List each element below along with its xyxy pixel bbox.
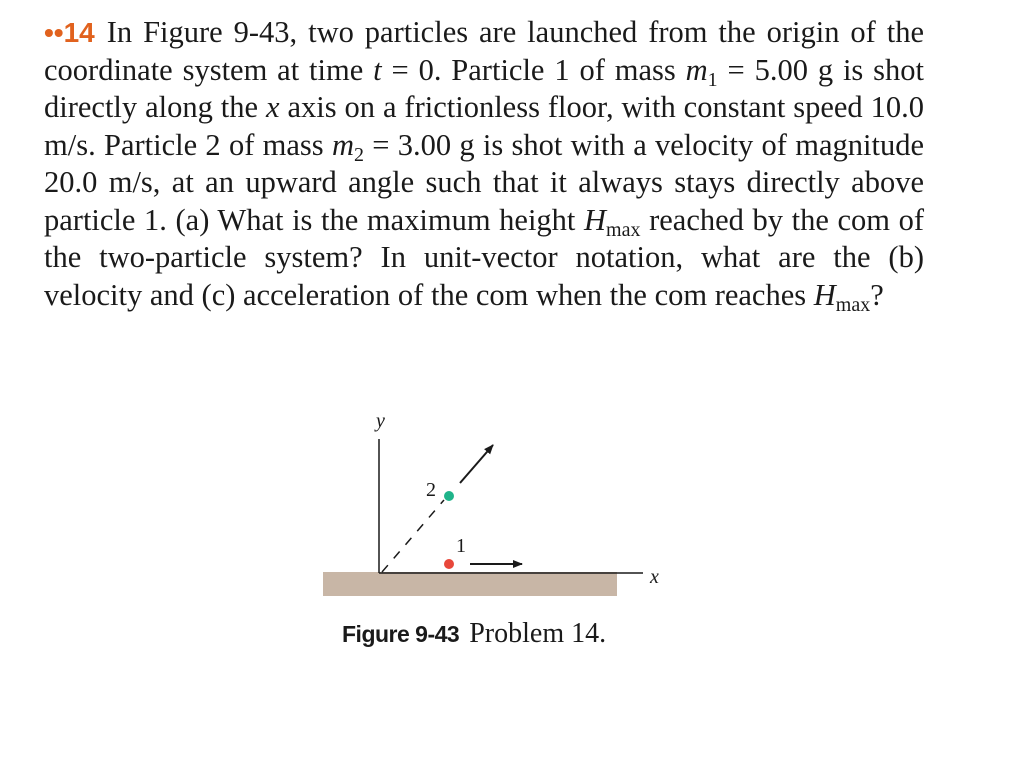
variable-t: t	[373, 52, 382, 87]
particle-2	[444, 491, 454, 501]
subscript-2: 2	[353, 143, 364, 166]
figure-label: Figure 9-43	[342, 621, 460, 647]
particle-2-path	[382, 500, 444, 572]
problem-text-segment: axis on a frictionless floor, with constant speed 10.0 m/s. Particle 2 of mass	[44, 90, 924, 162]
figure-caption	[342, 616, 606, 652]
particle-1	[444, 559, 454, 569]
particle-2-label: 2	[426, 479, 436, 501]
variable-x: x	[265, 90, 280, 124]
variable-h-max: H	[584, 202, 607, 237]
subscript-max: max	[606, 218, 641, 241]
variable-h-max: H	[813, 277, 836, 312]
problem-number: ••14	[44, 17, 95, 48]
subscript-1: 1	[707, 68, 718, 91]
problem-text-segment: = 5.00 g is shot directly along the	[44, 52, 924, 124]
variable-m2: m	[331, 127, 354, 162]
problem-text-segment: = 0. Particle 1 of mass	[381, 52, 686, 87]
subscript-max: max	[835, 293, 871, 316]
variable-m1: m	[685, 52, 708, 87]
problem-text	[44, 14, 924, 314]
floor	[323, 572, 617, 596]
problem-text-segment: reached by the com of the two-particle system? In unit-vector notation, what are the (b) velocity and (c) acceleration of the com when the com reaches	[44, 202, 924, 312]
y-axis-label: y	[376, 410, 385, 432]
particle-2-velocity-arrow	[460, 445, 493, 483]
problem-text-segment: = 3.00 g is shot with a velocity of magnitude 20.0 m/s, at an upward angle such that it always stays directly above particle 1. (a) What is the maximum height	[44, 127, 924, 237]
particle-1-label: 1	[456, 535, 466, 557]
problem-text-segment: ?	[870, 277, 884, 312]
figure-9-43	[310, 405, 690, 615]
figure-caption-text: Problem 14.	[469, 618, 607, 649]
problem-text-segment: In Figure 9-43, two particles are launched from the origin of the coordinate system at time	[44, 15, 924, 87]
x-axis-label: x	[650, 566, 659, 588]
